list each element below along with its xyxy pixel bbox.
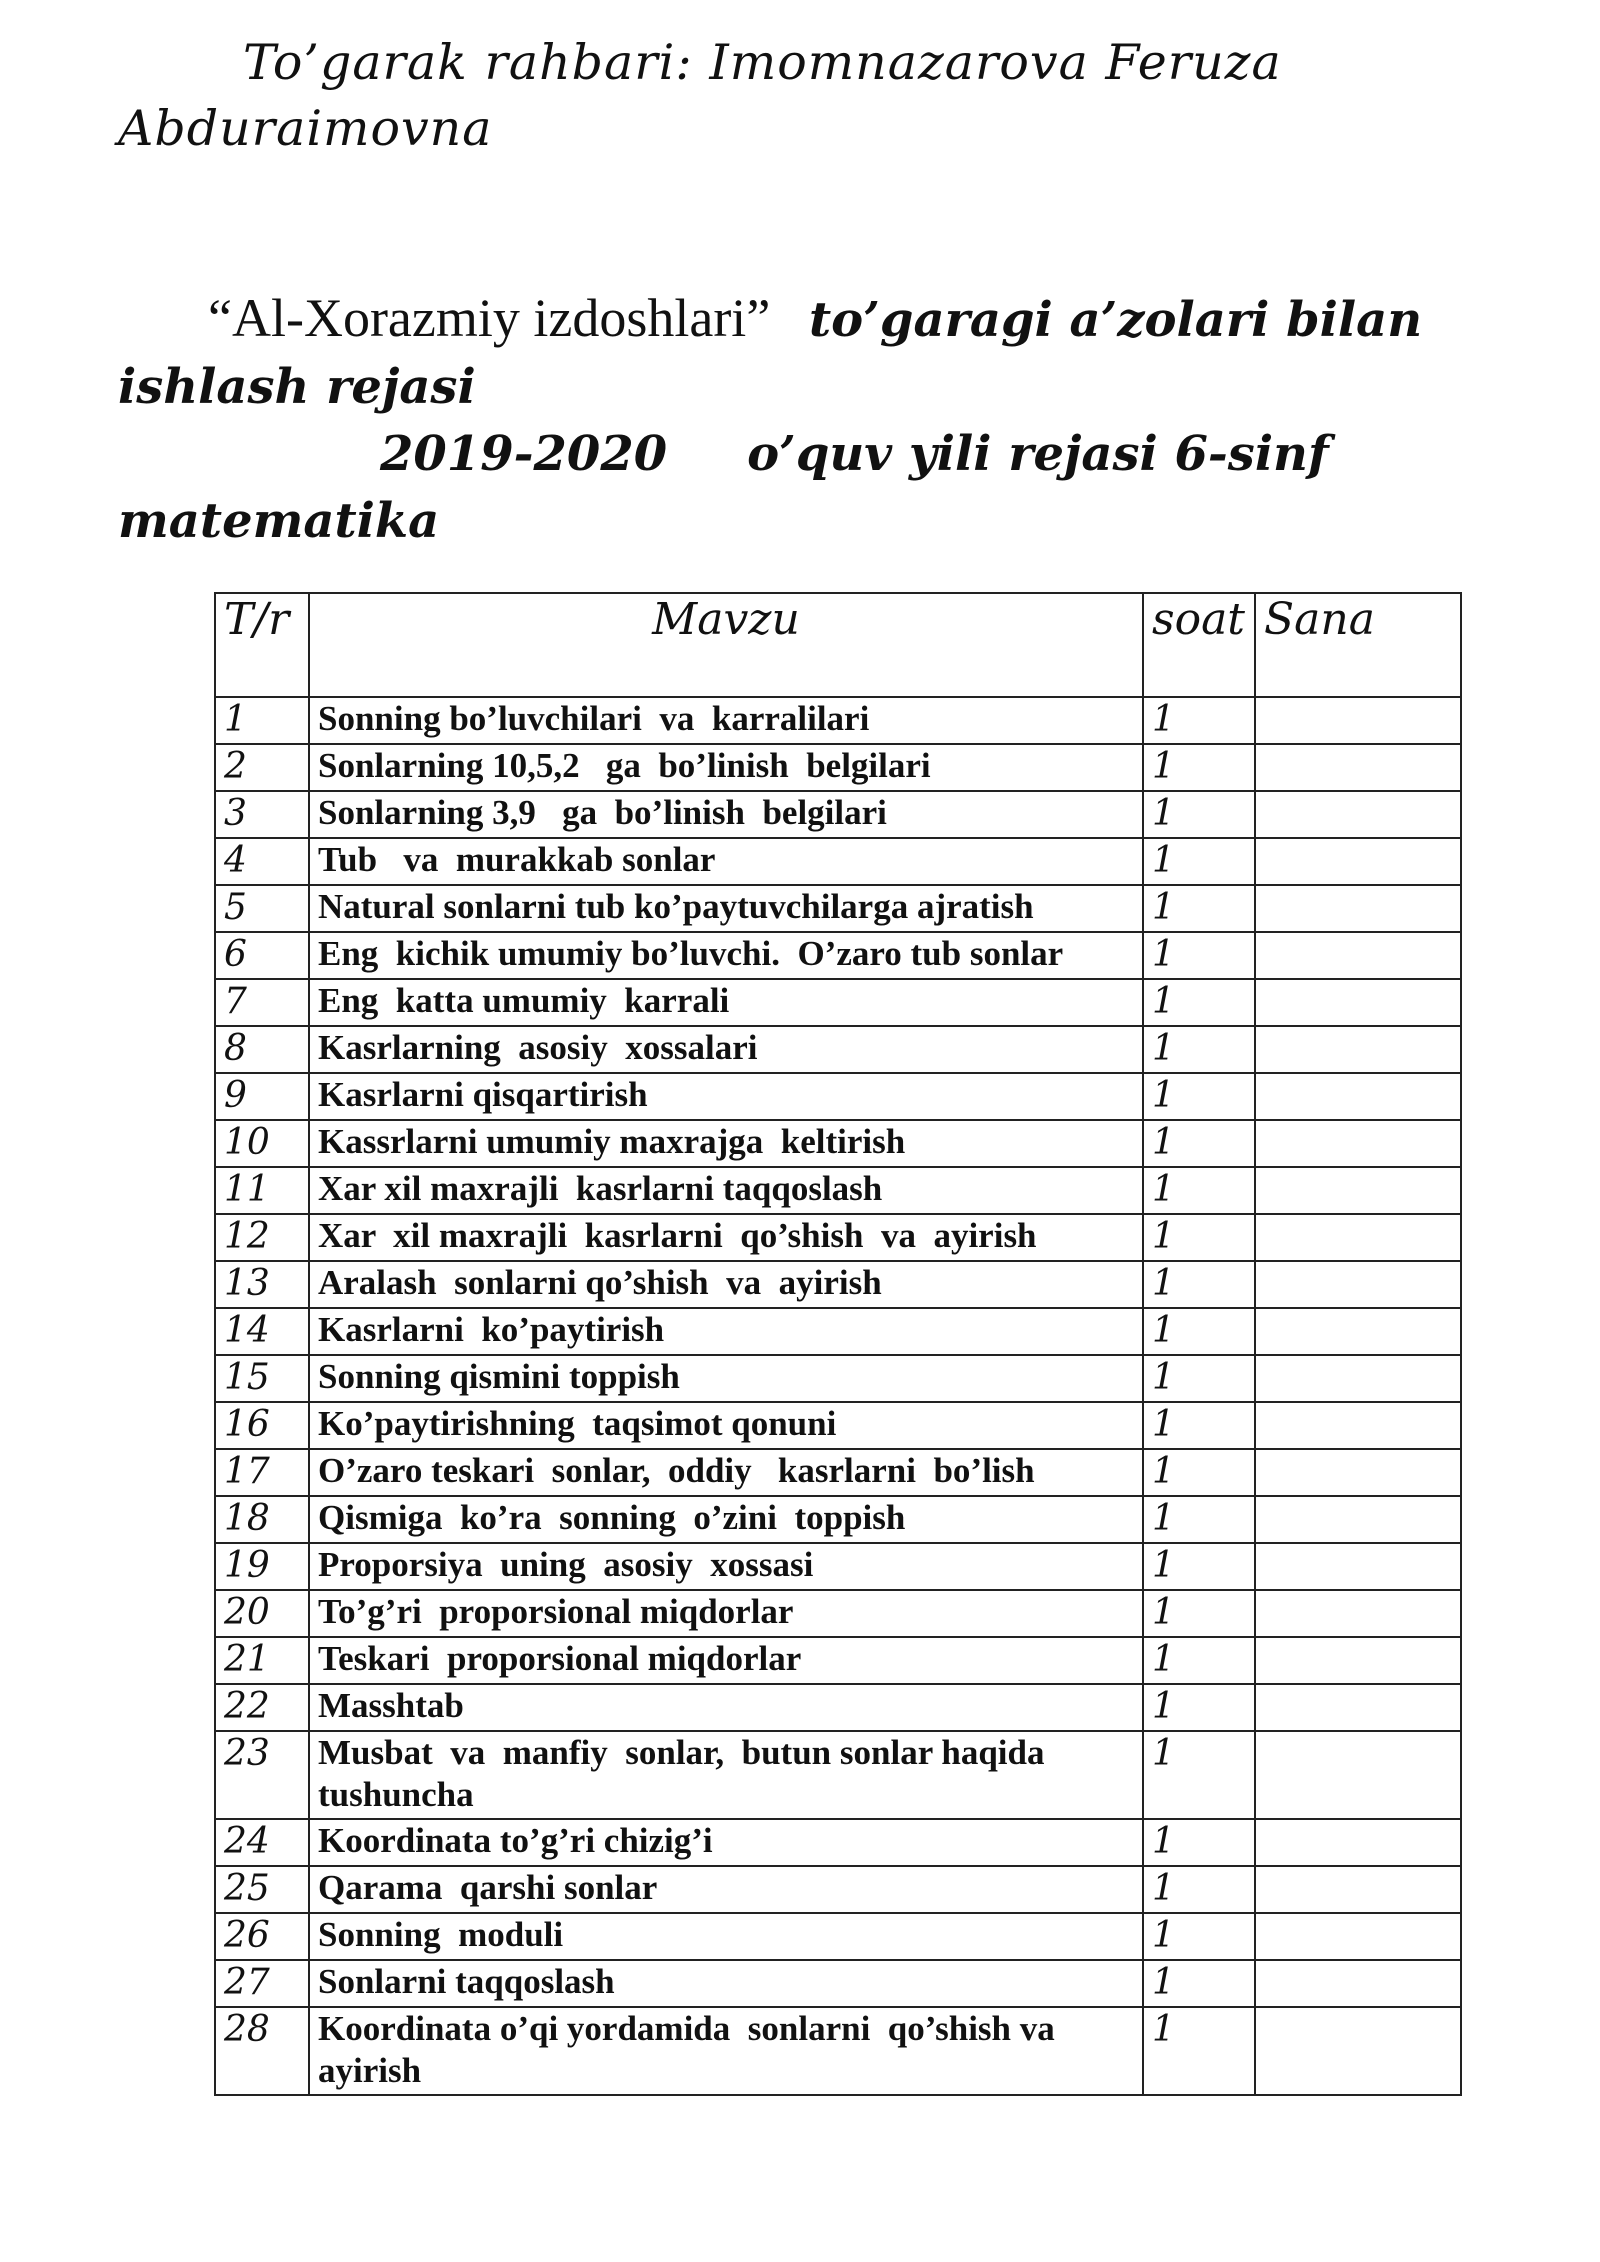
row-date (1255, 1913, 1461, 1960)
row-topic: Koordinata o’qi yordamida sonlarni qo’shish va ayirish (309, 2007, 1143, 2095)
table-row (215, 1355, 1461, 1402)
row-topic: Kasrlarning asosiy xossalari (309, 1026, 1143, 1073)
column-header-topic: Mavzu (309, 593, 1143, 697)
row-date (1255, 791, 1461, 838)
table-row (215, 744, 1461, 791)
row-date (1255, 1308, 1461, 1355)
row-topic: Qismiga ko’ra sonning o’zini toppish (309, 1496, 1143, 1543)
row-date (1255, 1120, 1461, 1167)
table-row (215, 1449, 1461, 1496)
row-date (1255, 1960, 1461, 2007)
row-date (1255, 697, 1461, 744)
row-date (1255, 1073, 1461, 1120)
row-number: 14 (215, 1308, 309, 1355)
row-number: 12 (215, 1214, 309, 1261)
row-topic: Sonlarni taqqoslash (309, 1960, 1143, 2007)
row-number: 11 (215, 1167, 309, 1214)
row-number: 26 (215, 1913, 309, 1960)
row-topic: Proporsiya uning asosiy xossasi (309, 1543, 1143, 1590)
table-row (215, 979, 1461, 1026)
row-number: 20 (215, 1590, 309, 1637)
row-topic: Kassrlarni umumiy maxrajga keltirish (309, 1120, 1143, 1167)
row-hours: 1 (1143, 1073, 1255, 1120)
row-hours: 1 (1143, 1819, 1255, 1866)
row-date (1255, 1731, 1461, 1819)
row-hours: 1 (1143, 1913, 1255, 1960)
row-topic: Sonning bo’luvchilari va karralilari (309, 697, 1143, 744)
row-number: 27 (215, 1960, 309, 2007)
row-number: 22 (215, 1684, 309, 1731)
row-hours: 1 (1143, 1355, 1255, 1402)
row-date (1255, 1167, 1461, 1214)
club-description: to’garagi a’zolari bilan ishlash rejasi (118, 292, 1423, 415)
row-hours: 1 (1143, 885, 1255, 932)
row-date (1255, 979, 1461, 1026)
row-date (1255, 1449, 1461, 1496)
row-topic: Koordinata to’g’ri chizig’i (309, 1819, 1143, 1866)
row-hours: 1 (1143, 1308, 1255, 1355)
table-row (215, 1913, 1461, 1960)
row-number: 10 (215, 1120, 309, 1167)
row-hours: 1 (1143, 1449, 1255, 1496)
row-date (1255, 1543, 1461, 1590)
row-number: 18 (215, 1496, 309, 1543)
row-topic: Xar xil maxrajli kasrlarni taqqoslash (309, 1167, 1143, 1214)
row-hours: 1 (1143, 979, 1255, 1026)
row-number: 3 (215, 791, 309, 838)
table-row (215, 1402, 1461, 1449)
row-topic: Teskari proporsional miqdorlar (309, 1637, 1143, 1684)
row-hours: 1 (1143, 1167, 1255, 1214)
row-topic: Eng kichik umumiy bo’luvchi. O’zaro tub sonlar (309, 932, 1143, 979)
row-topic: Musbat va manfiy sonlar, butun sonlar haqida tushuncha (309, 1731, 1143, 1819)
row-hours: 1 (1143, 932, 1255, 979)
row-number: 4 (215, 838, 309, 885)
row-number: 25 (215, 1866, 309, 1913)
row-topic: Sonlarning 3,9 ga bo’linish belgilari (309, 791, 1143, 838)
row-date (1255, 1866, 1461, 1913)
table-body (215, 697, 1461, 2095)
row-number: 13 (215, 1261, 309, 1308)
row-topic: Qarama qarshi sonlar (309, 1866, 1143, 1913)
row-hours: 1 (1143, 1543, 1255, 1590)
row-date (1255, 1026, 1461, 1073)
row-number: 21 (215, 1637, 309, 1684)
row-hours: 1 (1143, 1590, 1255, 1637)
row-number: 23 (215, 1731, 309, 1819)
row-date (1255, 1355, 1461, 1402)
plan-heading (118, 285, 1478, 555)
row-hours: 1 (1143, 1496, 1255, 1543)
row-hours: 1 (1143, 1960, 1255, 2007)
table-row (215, 885, 1461, 932)
row-hours: 1 (1143, 1731, 1255, 1819)
row-topic: Kasrlarni qisqartirish (309, 1073, 1143, 1120)
table-row (215, 1073, 1461, 1120)
row-topic: Natural sonlarni tub ko’paytuvchilarga ajratish (309, 885, 1143, 932)
row-hours: 1 (1143, 2007, 1255, 2095)
row-topic: Sonlarning 10,5,2 ga bo’linish belgilari (309, 744, 1143, 791)
row-number: 9 (215, 1073, 309, 1120)
row-topic: Eng katta umumiy karrali (309, 979, 1143, 1026)
row-topic: To’g’ri proporsional miqdorlar (309, 1590, 1143, 1637)
table-row (215, 1960, 1461, 2007)
row-date (1255, 2007, 1461, 2095)
row-number: 7 (215, 979, 309, 1026)
row-topic: Sonning moduli (309, 1913, 1143, 1960)
row-topic: Aralash sonlarni qo’shish va ayirish (309, 1261, 1143, 1308)
column-header-number: T/r (215, 593, 309, 697)
row-hours: 1 (1143, 1120, 1255, 1167)
table-header-row (215, 593, 1461, 697)
row-date (1255, 1684, 1461, 1731)
row-hours: 1 (1143, 791, 1255, 838)
club-leader-line: To’garak rahbari: Imomnazarova Feruza Abduraimovna (118, 34, 1282, 157)
row-date (1255, 838, 1461, 885)
table-row (215, 838, 1461, 885)
table-row (215, 1819, 1461, 1866)
school-year: 2019-2020 (380, 426, 668, 482)
table-row (215, 1496, 1461, 1543)
table-row (215, 932, 1461, 979)
row-hours: 1 (1143, 838, 1255, 885)
row-date (1255, 932, 1461, 979)
table-row (215, 791, 1461, 838)
row-number: 24 (215, 1819, 309, 1866)
row-hours: 1 (1143, 1637, 1255, 1684)
table-row (215, 1731, 1461, 1819)
row-topic: Kasrlarni ko’paytirish (309, 1308, 1143, 1355)
table-row (215, 2007, 1461, 2095)
table-row (215, 1637, 1461, 1684)
row-date (1255, 1496, 1461, 1543)
row-topic: Sonning qismini toppish (309, 1355, 1143, 1402)
row-hours: 1 (1143, 1402, 1255, 1449)
row-number: 17 (215, 1449, 309, 1496)
row-topic: Xar xil maxrajli kasrlarni qo’shish va ayirish (309, 1214, 1143, 1261)
row-date (1255, 1590, 1461, 1637)
row-hours: 1 (1143, 1026, 1255, 1073)
row-hours: 1 (1143, 1684, 1255, 1731)
row-topic: Ko’paytirishning taqsimot qonuni (309, 1402, 1143, 1449)
table-row (215, 1214, 1461, 1261)
table-row (215, 1308, 1461, 1355)
row-number: 16 (215, 1402, 309, 1449)
row-topic: Tub va murakkab sonlar (309, 838, 1143, 885)
table-row (215, 1684, 1461, 1731)
year-description: o’quv yili rejasi 6-sinf (747, 426, 1329, 482)
table-row (215, 1167, 1461, 1214)
row-number: 6 (215, 932, 309, 979)
table-row (215, 1261, 1461, 1308)
row-number: 5 (215, 885, 309, 932)
row-number: 1 (215, 697, 309, 744)
row-date (1255, 1637, 1461, 1684)
row-number: 28 (215, 2007, 309, 2095)
row-hours: 1 (1143, 697, 1255, 744)
topics-table (214, 592, 1462, 2096)
row-hours: 1 (1143, 1261, 1255, 1308)
row-topic: Masshtab (309, 1684, 1143, 1731)
row-number: 8 (215, 1026, 309, 1073)
row-date (1255, 885, 1461, 932)
table-row (215, 697, 1461, 744)
row-hours: 1 (1143, 744, 1255, 791)
row-hours: 1 (1143, 1214, 1255, 1261)
row-number: 15 (215, 1355, 309, 1402)
table-row (215, 1866, 1461, 1913)
row-number: 2 (215, 744, 309, 791)
column-header-hours: soat (1143, 593, 1255, 697)
table-row (215, 1120, 1461, 1167)
row-topic: O’zaro teskari sonlar, oddiy kasrlarni bo’lish (309, 1449, 1143, 1496)
heading-line-club (118, 285, 1478, 421)
table-row (215, 1590, 1461, 1637)
row-date (1255, 1819, 1461, 1866)
table-row (215, 1026, 1461, 1073)
heading-line-year (118, 421, 1478, 488)
row-date (1255, 1261, 1461, 1308)
row-date (1255, 1402, 1461, 1449)
table-row (215, 1543, 1461, 1590)
row-hours: 1 (1143, 1866, 1255, 1913)
column-header-date: Sana (1255, 593, 1461, 697)
row-date (1255, 744, 1461, 791)
subject-name: matematika (118, 493, 440, 549)
row-date (1255, 1214, 1461, 1261)
row-number: 19 (215, 1543, 309, 1590)
club-name: “Al-Xorazmiy izdoshlari” (208, 288, 771, 348)
